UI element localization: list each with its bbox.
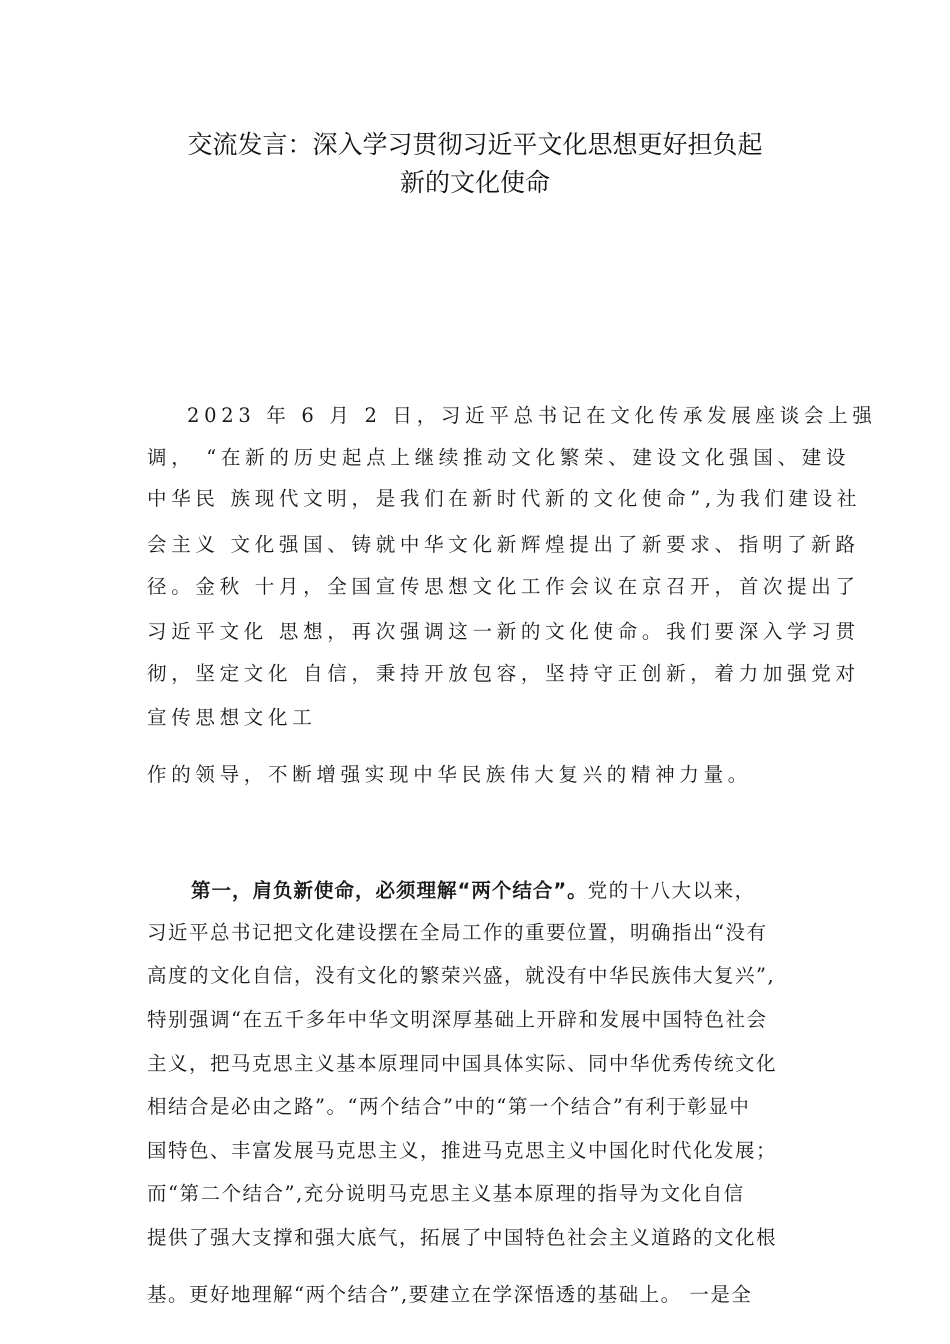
section-1-heading: 第一，肩负新使命，必须理解“两个结合”。: [191, 879, 588, 902]
intro-paragraph-line: 彻，坚定文化 自信，秉持开放包容，坚持守正创新，着力加强党对: [147, 662, 860, 685]
section-1-line: 国特色、丰富发展马克思主义，推进马克思主义中国化时代化发展；: [147, 1139, 778, 1162]
intro-paragraph-line: 2023 年 6 月 2 日，习近平总书记在文化传承发展座谈会上强: [187, 404, 877, 427]
document-title-line-1: 交流发言：深入学习贯彻习近平文化思想更好担负起: [187, 130, 763, 159]
intro-paragraph-line: 会主义 文化强国、铸就中华文化新辉煌提出了新要求、指明了新路: [147, 533, 860, 556]
intro-paragraph-tail: 作的领导，不断增强实现中华民族伟大复兴的精神力量。: [147, 763, 753, 786]
section-1-line: 基。更好地理解“两个结合”,要建立在学深悟透的基础上。 一是全: [147, 1283, 753, 1306]
intro-paragraph-line: 径。金秋 十月，全国宣传思想文化工作会议在京召开，首次提出了: [147, 575, 860, 598]
section-1-line: 习近平总书记把文化建设摆在全局工作的重要位置，明确指出“没有: [147, 921, 768, 944]
section-1-first-line: [191, 878, 861, 904]
section-1-line: 高度的文化自信，没有文化的繁荣兴盛，就没有中华民族伟大复兴”,: [147, 964, 776, 987]
intro-paragraph-line: 宣传思想文化工: [147, 706, 317, 729]
section-1-line: 提供了强大支撑和强大底气，拓展了中国特色社会主义道路的文化根: [147, 1226, 778, 1249]
section-1-first-line-rest: 党的十八大以来，: [587, 879, 756, 902]
section-1-line: 而“第二个结合”,充分说明马克思主义基本原理的指导为文化自信: [147, 1182, 745, 1205]
section-1-line: 特别强调“在五千多年中华文明深厚基础上开辟和发展中国特色社会: [147, 1008, 768, 1031]
intro-paragraph-line: 习近平文化 思想，再次强调这一新的文化使命。我们要深入学习贯: [147, 620, 860, 643]
section-1-line: 相结合是必由之路”。“两个结合”中的“第一个结合”有利于彰显中: [147, 1095, 751, 1118]
intro-paragraph-line: 调， “在新的历史起点上继续推动文化繁荣、建设文化强国、建设: [147, 446, 851, 469]
document-title-line-2: 新的文化使命: [399, 168, 550, 197]
section-1-line: 主义，把马克思主义基本原理同中国具体实际、同中华优秀传统文化: [147, 1052, 778, 1075]
intro-paragraph-line: 中华民 族现代文明，是我们在新时代新的文化使命”,为我们建设社: [147, 487, 862, 510]
